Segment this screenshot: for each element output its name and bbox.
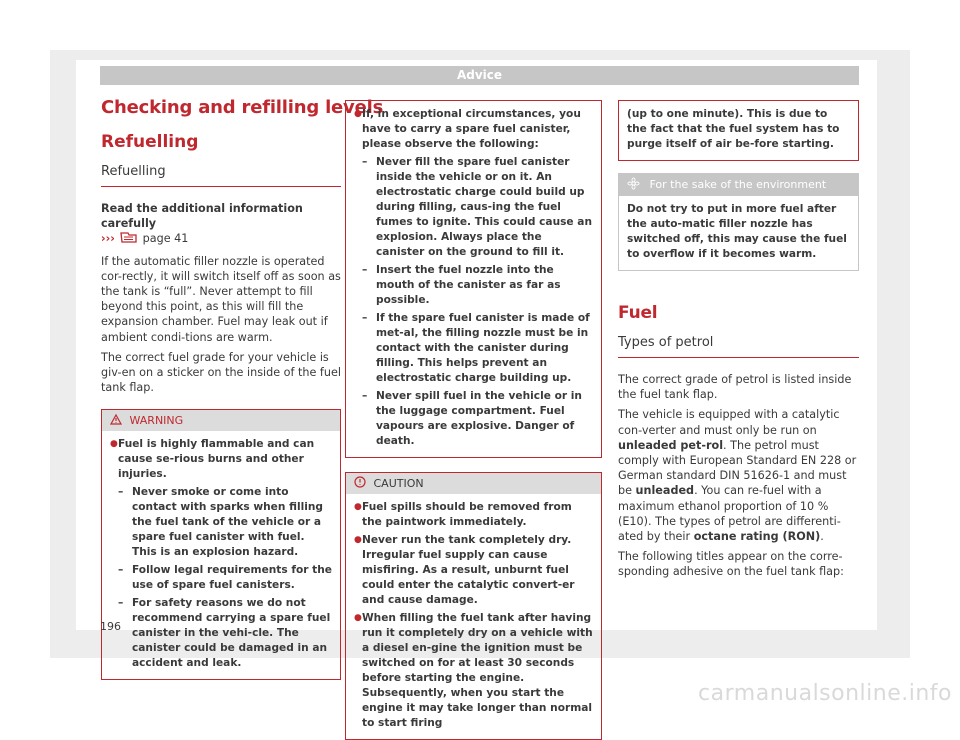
warning-continued-dash-1: – Never fill the spare fuel canister inside the vehicle or on it. An electrostatic charge could build up during filling, caus-ing the fuel fumes to ignite. This could cause an explosion. Always place the canister on the ground to fill it. bbox=[362, 156, 592, 258]
caution-continued-body: (up to one minute). This is due to the fact that the fuel system has to purge itself of air be-fore starting. bbox=[627, 108, 840, 150]
environment-box bbox=[618, 173, 859, 271]
caution-body bbox=[346, 494, 601, 739]
caution-continued-box bbox=[618, 100, 859, 161]
warning-continued-dash-3: – If the spare fuel canister is made of met-al, the filling nozzle must be in contact with the canister during filling. This helps prevent an electrostatic charge building up. bbox=[362, 312, 590, 384]
fuel-paragraph-3: The following titles appear on the corre-sponding adhesive on the fuel tank flap: bbox=[618, 550, 844, 579]
book-icon bbox=[119, 231, 139, 248]
caution-bullet-2: ● Never run the tank completely dry. Irregular fuel supply can cause misfiring. As a result, unburnt fuel could enter the catalytic convert-er and cause damage. bbox=[354, 533, 593, 608]
watermark: carmanualsonline.info bbox=[698, 681, 952, 706]
intro-block bbox=[101, 201, 341, 249]
warning-continued-bullet: ● If, in exceptional circumstances, you have to carry a spare fuel canister, please observe the following: bbox=[354, 107, 593, 152]
paragraph-2: The correct fuel grade for your vehicle is giv-en on a sticker on the inside of the fuel tank flap. bbox=[101, 350, 341, 395]
warning-label: WARNING bbox=[129, 414, 184, 428]
warning-dash-1: – Never smoke or come into contact with sparks when filling the fuel tank of the vehicle or a spare fuel canister with fuel. This is an explosion hazard. bbox=[118, 486, 323, 559]
page-reference[interactable] bbox=[101, 231, 341, 248]
section-title: Refuelling bbox=[101, 132, 199, 152]
caution-box bbox=[345, 472, 602, 740]
environment-header bbox=[619, 174, 858, 196]
column-2 bbox=[345, 100, 602, 740]
caution-bullet-1: ● Fuel spills should be removed from the paintwork immediately. bbox=[354, 500, 593, 530]
warning-triangle-icon bbox=[110, 414, 126, 427]
intro-note: Read the additional information carefully bbox=[101, 202, 303, 231]
warning-dash-2: – Follow legal requirements for the use of spare fuel canisters. bbox=[118, 564, 332, 592]
fuel-subtitle: Types of petrol bbox=[618, 333, 859, 358]
column-1 bbox=[101, 96, 384, 680]
environment-body: Do not try to put in more fuel after the auto-matic filler nozzle has switched off, this may cause the fuel to overflow if it becomes warm. bbox=[627, 203, 847, 260]
warning-continued-dash-2: – Insert the fuel nozzle into the mouth of the canister as far as possible. bbox=[362, 264, 561, 306]
section-header: Advice bbox=[100, 66, 859, 85]
paragraph-1: If the automatic filler nozzle is operated cor-rectly, it will switch itself off as soon as the tank is “full”. Never attempt to fill beyond this point, as this will fill the expansion chamber. Fuel may leak out if ambient condi-tions are warm. bbox=[101, 254, 341, 344]
warning-continued-box bbox=[345, 100, 602, 458]
caution-bullet-3: ● When filling the fuel tank after having run it completely dry on a vehicle with a diesel en-gine the ignition must be switched on for at least 30 seconds before starting the engine. Subsequently, when you start the engine it may take longer than normal to start firing bbox=[354, 611, 593, 731]
caution-label: CAUTION bbox=[373, 477, 424, 490]
warning-continued-dash-4: – Never spill fuel in the vehicle or in the luggage compartment. Fuel vapours are explosive. Danger of death. bbox=[362, 390, 582, 447]
subsection-title: Refuelling bbox=[101, 162, 341, 187]
fuel-paragraph-2: The vehicle is equipped with a catalytic con-verter and must only be run on unleaded pet-rol. The petrol must comply with European Standard EN 228 or German standard DIN 51626-1 and must be unleaded. You can re-fuel with a maximum ethanol proportion of 10 % (E10). The types of petrol are differenti-ated by their octane rating (RON). bbox=[618, 408, 857, 544]
warning-body bbox=[102, 431, 340, 679]
environment-label: For the sake of the environment bbox=[649, 178, 827, 191]
flower-icon bbox=[627, 178, 644, 191]
column-3 bbox=[618, 100, 859, 580]
warning-box bbox=[101, 409, 341, 680]
warning-continued-body bbox=[346, 101, 601, 457]
fuel-title: Fuel bbox=[618, 303, 658, 323]
warning-header bbox=[102, 410, 340, 431]
caution-circle-icon bbox=[354, 477, 370, 490]
reference-arrow: ››› bbox=[101, 232, 115, 246]
chapter-title: Checking and refilling levels bbox=[101, 97, 384, 118]
warning-dash-3: – For safety reasons we do not recommend carrying a spare fuel canister in the vehi-cle. The canister could be damaged in an accident and leak. bbox=[118, 597, 331, 670]
reference-page: page 41 bbox=[142, 232, 189, 246]
warning-bullet: ● Fuel is highly flammable and can cause se-rious burns and other injuries. bbox=[110, 437, 332, 482]
page-number: 196 bbox=[100, 620, 121, 633]
caution-header bbox=[346, 473, 601, 494]
fuel-paragraph-1: The correct grade of petrol is listed inside the fuel tank flap. bbox=[618, 373, 852, 402]
